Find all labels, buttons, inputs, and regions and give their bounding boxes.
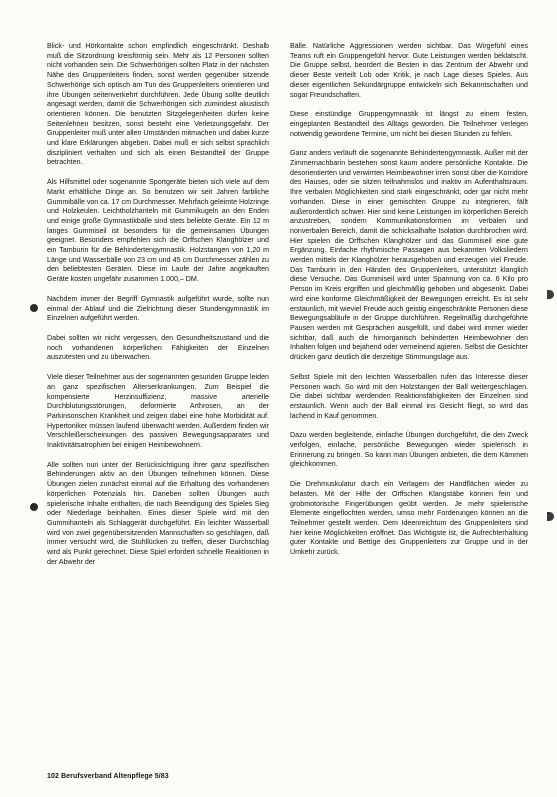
paragraph: Dazu werden begleitende, einfache Übungen durchgeführt, die den Zweck verfolgen, einfache, persönliche Bewegungen wieder spielerisch in Erinnerung zu bringen. So kann man Übungen anbieten, die dem Kämmen gleichkommen. — [290, 431, 528, 469]
paragraph: Bälle. Natürliche Aggressionen werden sichtbar. Das Wirgefühl eines Teams ruft ein Gruppengefühl hervor. Gute Leistungen werden beklatscht. Die Gruppe selbst, beordert die Besten in das Zentrum der Abwehr und dieser Beste verteilt Lob oder Kritik, je nach Lage dieses Spieles. Aus dieser eigentlichen Sekundärgruppe entwickeln sich Bekanntschaften und sogar Freundschaften. — [290, 42, 528, 99]
paragraph: Diese einstündige Gruppengymnastik ist längst zu einem festen, eingeplanten Bestandteil des Alltags geworden. Die Teilnehmer verlegen notwendig gewordene Termine, um nicht bei diesen Stunden zu fehlen. — [290, 110, 528, 138]
page-footer: 102 Berufsverband Altenpflege 5/83 — [47, 773, 169, 780]
paragraph: Blick- und Hörkontakte schon empfindlich eingeschränkt. Deshalb muß die Sitzordnung kreisförmig sein. Mehr als 12 Personen sollten nicht vorhanden sein. Die Schwerhörigen sollten Platz in der nächsten Nähe des Gruppenleiters finden, sonst werden gegenüber sitzende Schwerhörige sich optisch am Tun des Gruppenleiters orientieren und ihre Übungen seitenverkehrt durchführen. Jede Übung sollte deutlich angesagt werden, damit die Schwerhörigen sich zumindest akustisch orientieren können. Die benutzten Sitzgelegenheiten dürfen keine Seitenlehnen besitzen, sonst besteht eine Verletzungsgefahr. Der Gruppenleiter muß unter allen Umständen mitmachen und dabei kurze und klare Erklärungen abgeben. Dabei muß er sich selbst sprachlich diszipliniert verhalten und sich als einen Bestandteil der Gruppe betrachten. — [47, 42, 269, 167]
right-text-column — [290, 42, 528, 568]
paragraph: Dabei sollten wir nicht vergessen, den Gesundheitszustand und die noch vorhandenen körperlichen Fähigkeiten der Einzelnen auszutesten und zu überwachen. — [47, 333, 269, 362]
paragraph: Als Hilfsmittel oder sogenannte Sportgeräte bieten sich viele auf dem Markt erhältliche Dinge an. So benutzen wir seit Jahren farbliche Gummibälle von ca. 17 cm Durchmesser. Mehrfach geleimte Holzringe und Holzkeulen. Leichtholzhanteln mit Gummikugeln an den Enden und einige große Gymnastikbälle sind stets beliebte Geräte. Ein 12 m langes Gummiseil ist besonders für die gemeinsamen Übungen geeignet. Besonders empfehlen sich die Orffschen Klanghölzer und ein Tamburin für die Behindertengymnastik. Holzstangen von 1,20 m Länge und Wasserbälle von 23 cm und 45 cm Durchmesser zählen zu den beliebtesten Geräten. Diese im Laufe der Jahre angekauften Geräte kosten ungefähr zusammen 1.000,– DM. — [47, 178, 269, 284]
paragraph: Viele dieser Teilnehmer aus der sogenannten gesunden Gruppe leiden an ganz spezifischen Alterserkrankungen. Zum Beispiel die kompensierte Herzinsuffizienz, massive arterielle Durchblutungsstörungen, deformierte Arthrosen, an der Parkinsonschen Krankheit und zeigen dabei eine hohe Morbidität auf. Hypertoniker müssen laufend überwacht werden. Außerdem finden wir Verschleißerscheinungen des passiven Bewegungsapparates und Inaktivitätsatrophien bei einigen Heimbewohnern. — [47, 373, 269, 450]
edge-mark — [547, 512, 554, 521]
binder-hole — [30, 304, 38, 312]
paragraph: Nachdem immer der Begriff Gymnastik aufgeführt wurde, sollte nun einmal der Ablauf und die Zielrichtung dieser Stundengymnastik im Einzelnen aufgeführt werden. — [47, 294, 269, 323]
left-text-column — [47, 42, 269, 577]
paragraph: Die Drehmuskulatur durch ein Verlagern der Handflächen wieder zu belasten. Mit der Hilfe der Orffschen Klangstäbe können fein und grobmotorische Fingerübungen geübt werden. Je mehr spielerische Elemente eingeflochten werden, umso mehr Forderungen können an die Teilnehmer gestellt werden. Dem Ideenreichtum des Gruppenleiters sind hier keine Möglichkeiten eröffnet. Das Wichtigste ist, die Aufrechterhaltung guter Kontakte und Bettige des Gruppenleiters zur Gruppe und in der Umkehr zurück. — [290, 480, 528, 557]
paragraph: Ganz anders verläuft die sogenannte Behindertengymnastik. Außer mit der Zimmernachbarin bestehen sonst kaum andere persönliche Kontakte. Die desorientierten und verwirrten Heimbewohner irren sonst über die Korridore des Hauses, oder sie sitzen teilnahmslos und inaktiv im Aufenthaltsraum. Ihre verbalen Möglichkeiten sind stark eingeschränkt, oder gar nicht mehr vorhanden. Diese in einer gemischten Gruppe zu integrieren, fällt außerordentlich schwer. Hier sind keine Leistungen im körperlichen Bereich anzustreben, sondern Kommunikationsformen im verbalen und nonverbalen Bereich, damit die schicksalhafte Isolation durchbrochen wird. Hier spielen die Orffschen Klanghölzer und das Gummiseil eine gute Ergänzung. Einfache rhythmische Passagen aus bekannten Volksliedern werden mittels der Klanghölzer herausgehoben und erzeugen viel Freude. Das Tamburin in den Händen des Gruppenleiters, unterstützt klanglich diese Versuche. Das Gummiseil wird unter Spannung von ca. 6 Kilo pro Person im Kreis ergriffen und gleichmäßig gehoben und abgesenkt. Dabei wird eine konforme Gleichmäßigkeit der Bewegungen erreicht. Es ist sehr erstaunlich, mit wieviel Freude auch geistig eingeschränkte Personen diese Bewegungsabläufe in der Gruppe durchführen. Regelmäßig durchgeführte Pausen werden mit Gesprächen ausgefüllt, und dabei wird immer wieder sichtbar, daß auch die hirnorganisch behinderten Heimbewohner den Inhalten folgen und bejahend oder verneinend agieren. Selbst die Gesichter drücken ganz deutlich die derzeitige Stimmungslage aus. — [290, 149, 528, 362]
binder-hole — [30, 503, 38, 511]
paragraph: Selbst Spiele mit den leichten Wasserbällen rufen das Interesse dieser Personen wach. So wird mit den Holzstangen der Ball weitergeschlagen. Die dabei sichtbar werdenden Reaktionsfähigkeiten der Einzelnen sind erstaunlich. Wenn auch der Ball einmal ins Gesicht fliegt, so wird das lachend in Kauf genommen. — [290, 372, 528, 420]
paragraph: Alle sollten nun unter der Berücksichtigung ihrer ganz spezifischen Behinderungen aktiv an den Übungen teilnehmen können. Diese Übungen zielen zunächst einmal auf die Erhaltung des vorhandenen körperlichen Potenzials hin. Daneben sollten Übungen auch spielerische Inhalte enthalten, die nach Beendigung des Spieles Sieg oder Niederlage beinhalten. Eines dieser Spiele wird mit den Gummihanteln als Schlaggerät durchgeführt. Ein leichter Wasserball wird von zwei gegenübersitzenden Mannschaften so geschlagen, daß immer versucht wird, die Stuhllücken zu treffen, dieser Durchschlag wird als Punkt gerechnet. Diese Spiel erfordert schnelle Reaktionen in der Abwehr der — [47, 460, 269, 566]
edge-mark — [547, 290, 554, 299]
